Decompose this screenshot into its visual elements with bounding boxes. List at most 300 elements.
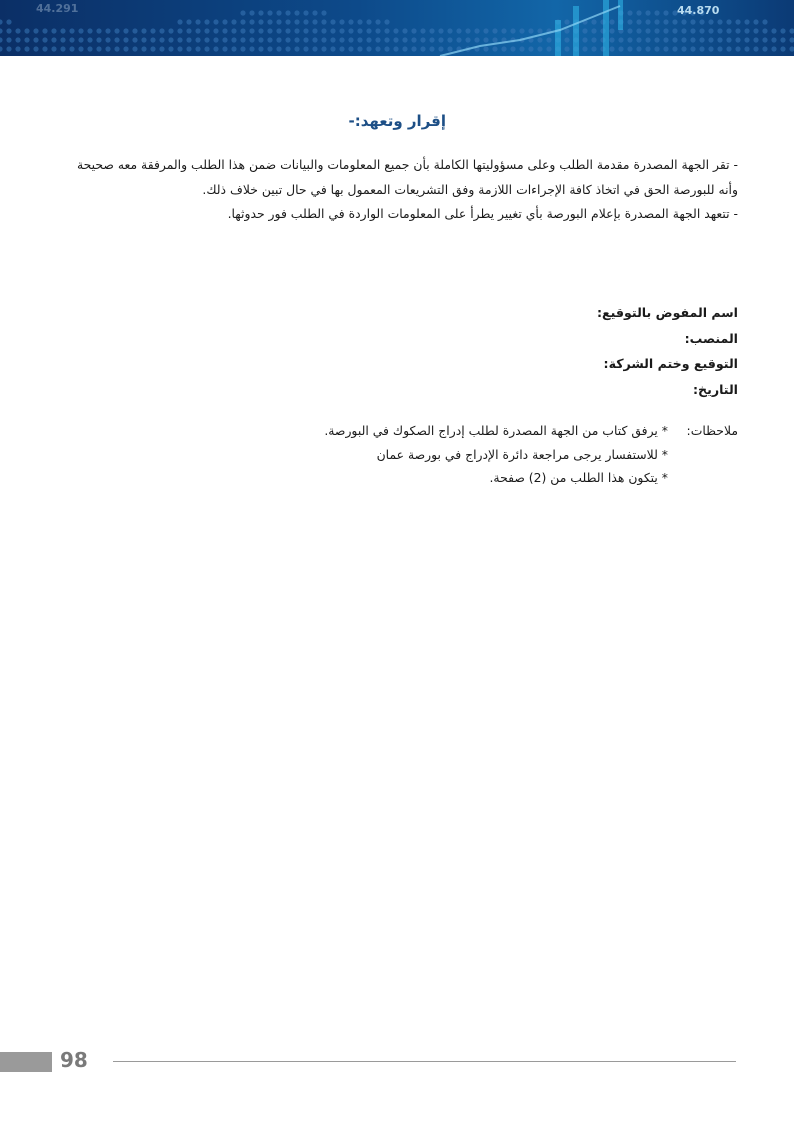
banner-dot	[726, 19, 731, 24]
banner-dot	[699, 19, 704, 24]
banner-dot	[492, 28, 497, 33]
banner-dot	[627, 19, 632, 24]
banner-dot	[42, 37, 47, 42]
banner-dot	[609, 19, 614, 24]
banner-dot	[348, 37, 353, 42]
banner-dot	[591, 28, 596, 33]
banner-dot	[654, 10, 659, 15]
banner-dot	[654, 37, 659, 42]
banner-dot	[276, 46, 281, 51]
position-label: المنصب:	[684, 330, 738, 346]
banner-dot	[240, 19, 245, 24]
banner-dot	[537, 28, 542, 33]
banner-dot	[177, 46, 182, 51]
banner-dot	[267, 37, 272, 42]
banner-dot	[699, 28, 704, 33]
banner-dot	[222, 37, 227, 42]
banner-dot	[429, 28, 434, 33]
banner-dot	[285, 37, 290, 42]
banner-dot	[294, 10, 299, 15]
banner-dot	[69, 28, 74, 33]
banner-dot	[510, 28, 515, 33]
banner-dot	[258, 37, 263, 42]
banner-dot	[735, 28, 740, 33]
banner-dot	[474, 37, 479, 42]
banner-dot	[303, 46, 308, 51]
banner-dot	[123, 37, 128, 42]
banner-dot	[78, 46, 83, 51]
banner-dot	[501, 46, 506, 51]
banner-dot	[240, 28, 245, 33]
banner-dot	[249, 19, 254, 24]
banner-dot	[15, 37, 20, 42]
banner-dot	[753, 37, 758, 42]
banner-dot	[780, 37, 785, 42]
banner-dot	[510, 46, 515, 51]
banner-dot	[564, 19, 569, 24]
banner-dot	[420, 46, 425, 51]
banner-dot	[366, 28, 371, 33]
banner-dot	[627, 28, 632, 33]
banner-dot	[384, 46, 389, 51]
banner-dot	[0, 28, 3, 33]
banner-dot	[546, 46, 551, 51]
banner-dot	[384, 19, 389, 24]
banner-dot	[96, 28, 101, 33]
banner-dot	[60, 46, 65, 51]
banner-dot	[582, 37, 587, 42]
banner-dot	[762, 19, 767, 24]
banner-dot	[690, 37, 695, 42]
banner-dot	[789, 46, 794, 51]
banner-dot	[501, 28, 506, 33]
banner-dot	[294, 19, 299, 24]
banner-dot	[6, 19, 11, 24]
banner-dot	[249, 37, 254, 42]
banner-dot	[186, 37, 191, 42]
banner-dot	[681, 46, 686, 51]
banner-dot	[339, 19, 344, 24]
banner-dot	[249, 28, 254, 33]
banner-dot	[33, 28, 38, 33]
banner-dot	[42, 28, 47, 33]
note-item: * يرفق كتاب من الجهة المصدرة لطلب إدراج الصكوك في البورصة.	[324, 423, 668, 438]
banner-dot	[420, 37, 425, 42]
banner-dot	[51, 28, 56, 33]
banner-dot	[528, 46, 533, 51]
authorized-name-label: اسم المفوض بالتوقيع:	[597, 305, 738, 320]
declaration-paragraph-2: - تتعهد الجهة المصدرة بإعلام البورصة بأي تغيير يطرأ على المعلومات الواردة في الطلب فور حدوثها.	[227, 206, 738, 221]
banner-dot	[537, 37, 542, 42]
banner-dot	[357, 19, 362, 24]
banner-dot	[285, 46, 290, 51]
banner-dot	[294, 46, 299, 51]
banner-dot	[213, 37, 218, 42]
banner-dot	[717, 19, 722, 24]
banner-dot	[411, 28, 416, 33]
banner-dot	[456, 37, 461, 42]
banner-dot	[42, 46, 47, 51]
banner-dot	[6, 46, 11, 51]
banner-dot	[771, 37, 776, 42]
banner-dot	[204, 37, 209, 42]
banner-dot	[402, 46, 407, 51]
banner-dot	[276, 10, 281, 15]
banner-dot	[582, 46, 587, 51]
banner-dot	[645, 10, 650, 15]
banner-dot	[366, 37, 371, 42]
banner-dot	[375, 28, 380, 33]
banner-dot	[366, 19, 371, 24]
banner-dot	[186, 46, 191, 51]
banner-dot	[708, 37, 713, 42]
banner-dot	[663, 19, 668, 24]
banner-dot	[672, 37, 677, 42]
banner-dot	[339, 46, 344, 51]
banner-dot	[150, 37, 155, 42]
banner-dot	[69, 46, 74, 51]
banner-dot	[177, 19, 182, 24]
banner-dot	[150, 28, 155, 33]
banner-dot	[636, 37, 641, 42]
banner-dot	[321, 28, 326, 33]
banner-dot	[105, 46, 110, 51]
banner-dot	[474, 28, 479, 33]
banner-dot	[87, 37, 92, 42]
banner-dot	[285, 28, 290, 33]
banner-dot	[0, 37, 3, 42]
banner-dot	[24, 28, 29, 33]
banner-dot	[492, 46, 497, 51]
banner-dot	[789, 28, 794, 33]
banner-dot	[303, 10, 308, 15]
banner-dot	[168, 37, 173, 42]
banner-dot	[735, 19, 740, 24]
notes-label: ملاحظات:	[686, 423, 738, 438]
banner-dot	[204, 28, 209, 33]
banner-dot	[213, 28, 218, 33]
banner-dot	[690, 28, 695, 33]
banner-dot	[690, 19, 695, 24]
banner-dot	[465, 37, 470, 42]
banner-dot	[69, 37, 74, 42]
note-item: * للاستفسار يرجى مراجعة دائرة الإدراج في بورصة عمان	[376, 446, 668, 462]
banner-dot	[150, 46, 155, 51]
banner-dot	[681, 19, 686, 24]
banner-dot	[618, 37, 623, 42]
banner-dot	[51, 46, 56, 51]
banner-dot	[627, 10, 632, 15]
banner-dot	[492, 37, 497, 42]
banner-dot	[0, 19, 3, 24]
banner-dot	[105, 37, 110, 42]
banner-graphic	[0, 0, 794, 56]
banner-dot	[762, 46, 767, 51]
banner-dot	[591, 19, 596, 24]
banner-dot	[339, 28, 344, 33]
banner-dot	[60, 37, 65, 42]
banner-dot	[330, 37, 335, 42]
banner-dot	[267, 19, 272, 24]
banner-dot	[285, 10, 290, 15]
banner-dot	[789, 37, 794, 42]
banner-dot	[609, 28, 614, 33]
banner-dot	[384, 28, 389, 33]
banner-dot	[6, 37, 11, 42]
banner-dot	[690, 46, 695, 51]
banner-dot	[753, 19, 758, 24]
banner-dot	[258, 28, 263, 33]
banner-dot	[141, 28, 146, 33]
banner-dot	[357, 46, 362, 51]
banner-dot	[267, 10, 272, 15]
banner-dot	[348, 19, 353, 24]
banner-dot	[519, 28, 524, 33]
banner-dot	[33, 37, 38, 42]
banner-dot	[204, 19, 209, 24]
banner-dot	[744, 19, 749, 24]
banner-dot	[249, 10, 254, 15]
banner-dot	[438, 28, 443, 33]
banner-dot	[204, 46, 209, 51]
banner-dot	[357, 37, 362, 42]
banner-dot	[582, 28, 587, 33]
banner-dot	[717, 37, 722, 42]
notes-row	[58, 443, 738, 467]
banner-dot	[375, 37, 380, 42]
banner-dot	[744, 37, 749, 42]
banner-dot	[672, 19, 677, 24]
banner-dot	[411, 37, 416, 42]
banner-dot	[717, 28, 722, 33]
banner-dot	[735, 37, 740, 42]
banner-dot	[312, 37, 317, 42]
banner-dot	[231, 37, 236, 42]
banner-dot	[222, 19, 227, 24]
banner-dot	[780, 28, 785, 33]
banner-dot	[357, 28, 362, 33]
declaration-body	[58, 153, 738, 227]
banner-dot	[240, 37, 245, 42]
banner-dot	[114, 37, 119, 42]
banner-dot	[186, 19, 191, 24]
banner-dot	[222, 28, 227, 33]
banner-dot	[726, 37, 731, 42]
banner-dot	[132, 37, 137, 42]
banner-dot	[465, 28, 470, 33]
banner-dot	[726, 46, 731, 51]
notes-section	[58, 419, 738, 490]
banner-dot	[393, 46, 398, 51]
banner-dot	[6, 28, 11, 33]
banner-dot	[294, 28, 299, 33]
notes-row	[58, 466, 738, 490]
header-banner	[0, 0, 794, 56]
banner-dot	[681, 37, 686, 42]
banner-dot	[132, 46, 137, 51]
banner-dot	[681, 28, 686, 33]
banner-dot	[312, 19, 317, 24]
banner-dot	[384, 37, 389, 42]
banner-dot	[429, 37, 434, 42]
banner-dot	[645, 46, 650, 51]
signature-fields	[58, 300, 738, 402]
banner-dot	[51, 37, 56, 42]
banner-dot	[447, 28, 452, 33]
banner-dot	[330, 46, 335, 51]
banner-dot	[663, 28, 668, 33]
banner-dot	[96, 37, 101, 42]
banner-dot	[753, 28, 758, 33]
date-label: التاريخ:	[692, 381, 738, 397]
banner-dot	[654, 28, 659, 33]
banner-dot	[636, 46, 641, 51]
banner-dot	[60, 28, 65, 33]
banner-dot	[87, 46, 92, 51]
banner-dot	[393, 28, 398, 33]
banner-dot	[645, 28, 650, 33]
banner-dot	[708, 19, 713, 24]
banner-dot	[141, 46, 146, 51]
banner-dot	[609, 46, 614, 51]
banner-dot	[87, 28, 92, 33]
banner-dot	[609, 37, 614, 42]
banner-dot	[762, 37, 767, 42]
banner-dot	[654, 19, 659, 24]
banner-dot	[159, 37, 164, 42]
banner-dot	[258, 46, 263, 51]
banner-dot	[222, 46, 227, 51]
banner-dot	[546, 37, 551, 42]
banner-dot	[762, 28, 767, 33]
banner-dot	[114, 46, 119, 51]
banner-dot	[186, 28, 191, 33]
banner-dot	[402, 37, 407, 42]
banner-dot	[321, 10, 326, 15]
footer-bar	[0, 1052, 52, 1072]
banner-dot	[159, 28, 164, 33]
banner-dot	[771, 46, 776, 51]
banner-dot	[123, 46, 128, 51]
banner-dot	[33, 46, 38, 51]
banner-dot	[420, 28, 425, 33]
banner-dot	[24, 37, 29, 42]
banner-dot	[348, 28, 353, 33]
banner-dot	[321, 46, 326, 51]
banner-dot	[375, 19, 380, 24]
banner-dot	[0, 46, 3, 51]
banner-dot	[735, 46, 740, 51]
banner-dot	[276, 19, 281, 24]
banner-dot	[231, 19, 236, 24]
banner-ticker-right: 44.870	[677, 4, 720, 17]
banner-dot	[771, 28, 776, 33]
banner-dot	[195, 46, 200, 51]
banner-dot	[564, 28, 569, 33]
banner-dot	[321, 19, 326, 24]
banner-dot	[78, 37, 83, 42]
banner-dot	[780, 46, 785, 51]
banner-dot	[663, 46, 668, 51]
banner-dot	[240, 46, 245, 51]
banner-dot	[672, 46, 677, 51]
banner-dot	[276, 28, 281, 33]
banner-dot	[411, 46, 416, 51]
banner-dot	[231, 28, 236, 33]
page-number: 98	[60, 1048, 88, 1072]
banner-dot	[303, 37, 308, 42]
banner-dot	[753, 46, 758, 51]
banner-dot	[267, 28, 272, 33]
banner-dot	[591, 37, 596, 42]
banner-dot	[15, 28, 20, 33]
banner-dot	[591, 46, 596, 51]
banner-dot	[636, 19, 641, 24]
banner-dot	[15, 46, 20, 51]
banner-dot	[177, 37, 182, 42]
banner-dot	[663, 37, 668, 42]
banner-dot	[402, 28, 407, 33]
banner-dot	[195, 37, 200, 42]
banner-dot	[312, 46, 317, 51]
declaration-paragraph-1: - تقر الجهة المصدرة مقدمة الطلب وعلى مسؤوليتها الكاملة بأن جميع المعلومات والبيانات ضمن هذا الطلب والمرفقة معه صحيحة وأنه للبورصة الحق في اتخاذ كافة الإجراءات اللازمة وفق التشريعات المعمول بها في حال تبين خلاف ذلك.	[77, 157, 738, 197]
footer-divider	[113, 1061, 736, 1062]
banner-dot	[654, 46, 659, 51]
banner-dot	[177, 28, 182, 33]
banner-dot	[330, 28, 335, 33]
banner-dot	[627, 37, 632, 42]
banner-dot	[321, 37, 326, 42]
banner-dot	[294, 37, 299, 42]
banner-dot	[447, 46, 452, 51]
banner-dot	[249, 46, 254, 51]
banner-dot	[483, 28, 488, 33]
banner-dot	[339, 37, 344, 42]
banner-dot	[303, 28, 308, 33]
banner-dot	[267, 46, 272, 51]
banner-dot	[636, 28, 641, 33]
notes-row	[58, 419, 738, 443]
banner-dot	[366, 46, 371, 51]
banner-dot	[132, 28, 137, 33]
banner-dot	[195, 19, 200, 24]
banner-dot	[564, 46, 569, 51]
banner-dot	[303, 19, 308, 24]
banner-dot	[231, 46, 236, 51]
banner-dot	[699, 46, 704, 51]
banner-dot	[348, 46, 353, 51]
banner-dot	[456, 28, 461, 33]
banner-dot	[159, 46, 164, 51]
banner-dot	[645, 19, 650, 24]
banner-dot	[375, 46, 380, 51]
banner-dot	[663, 10, 668, 15]
banner-dot	[438, 46, 443, 51]
banner-dot	[438, 37, 443, 42]
banner-dot	[483, 37, 488, 42]
banner-dot	[519, 46, 524, 51]
banner-dot	[168, 46, 173, 51]
banner-dot	[312, 28, 317, 33]
signature-stamp-label: التوقيع وختم الشركة:	[603, 356, 738, 371]
banner-dot	[483, 46, 488, 51]
banner-dot	[213, 19, 218, 24]
banner-dot	[213, 46, 218, 51]
banner-dot	[258, 19, 263, 24]
banner-dot	[699, 37, 704, 42]
banner-dot	[312, 10, 317, 15]
banner-dot	[726, 28, 731, 33]
